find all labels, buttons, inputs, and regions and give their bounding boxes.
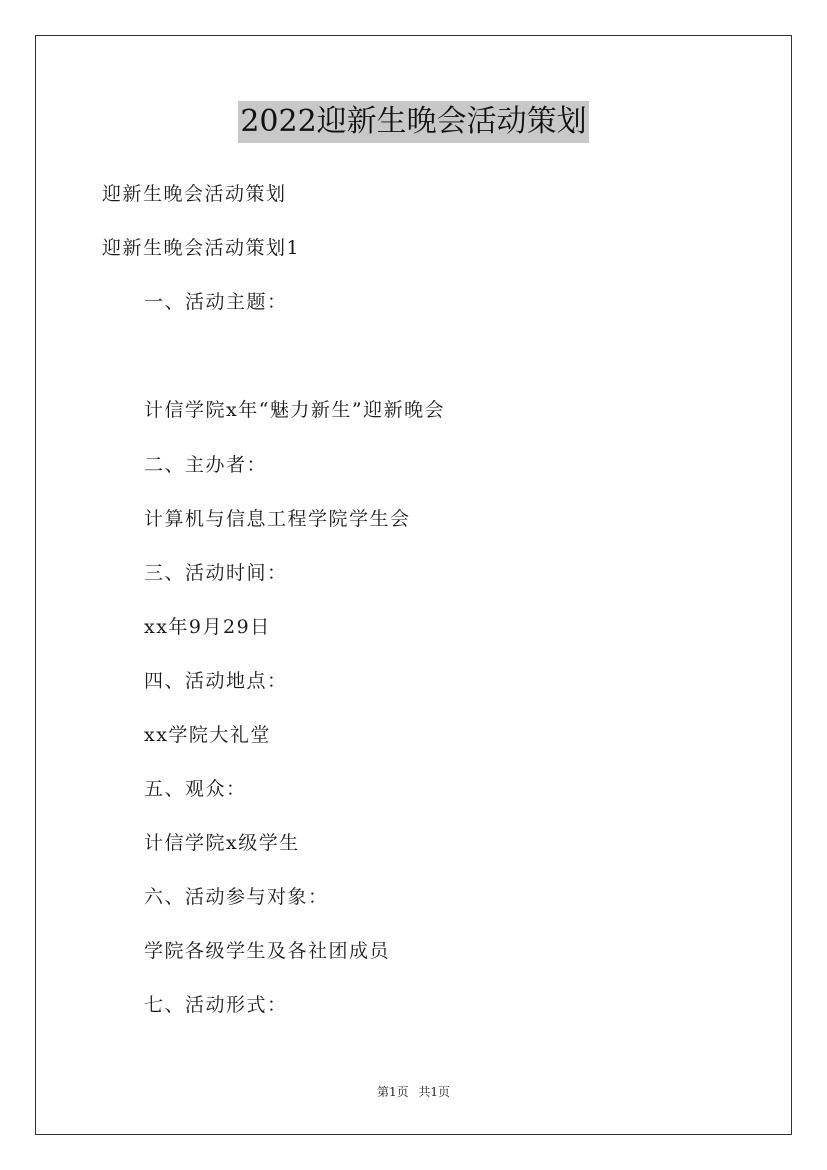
paragraph-line: 计算机与信息工程学院学生会 [144,508,411,530]
paragraph-line: 二、主办者： [144,454,268,476]
paragraph-line: 计信学院x级学生 [144,832,300,854]
title-container [0,101,827,143]
paragraph-line: 一、活动主题： [144,291,288,313]
paragraph-line: xx学院大礼堂 [144,724,271,746]
paragraph-line: 五、观众： [144,778,247,800]
paragraph-line: 六、活动参与对象： [144,886,329,908]
page-footer [0,1084,827,1100]
section-heading-line: 迎新生晚会活动策划1 [102,237,301,259]
paragraph-line: 学院各级学生及各社团成员 [144,940,391,962]
subtitle-line: 迎新生晚会活动策划 [102,183,287,205]
paragraph-line: 三、活动时间： [144,562,288,584]
paragraph-line: 计信学院x年“魅力新生”迎新晚会 [144,399,446,421]
page-number-current: 第1页 [376,1085,409,1099]
paragraph-line: 七、活动形式： [144,994,288,1016]
document-title: 2022迎新生晚会活动策划 [238,101,588,143]
paragraph-line: 四、活动地点： [144,670,288,692]
paragraph-line: xx年9月29日 [144,616,271,638]
page-number-total: 共1页 [418,1085,451,1099]
